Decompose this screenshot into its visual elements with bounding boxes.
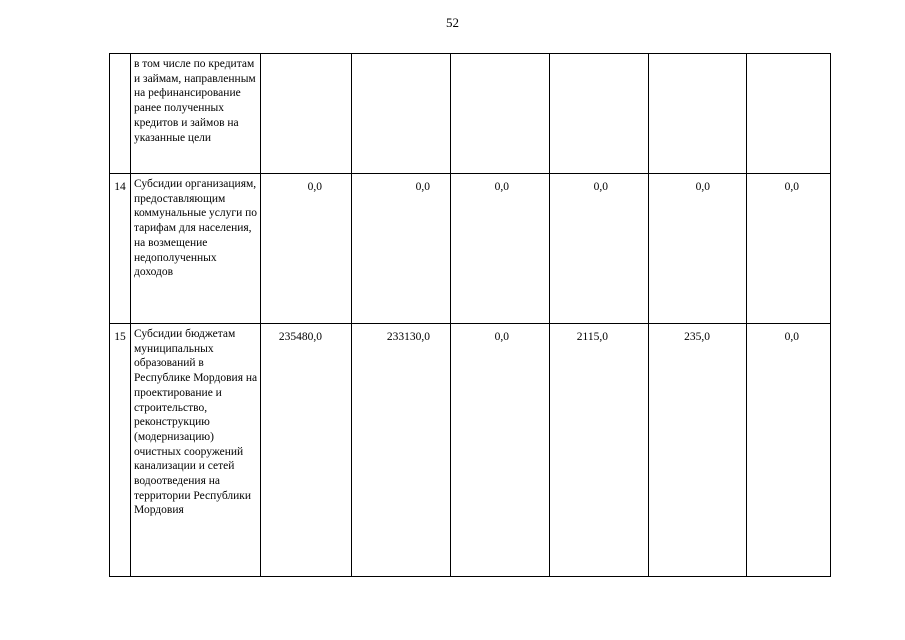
value-text: 0,0 xyxy=(784,181,799,193)
value-cell xyxy=(550,54,649,174)
value-text: 2115,0 xyxy=(576,331,608,343)
value-text: 0,0 xyxy=(695,181,710,193)
value-text: 0,0 xyxy=(494,331,509,343)
value-cell xyxy=(261,174,352,324)
budget-table xyxy=(109,53,831,577)
table-row xyxy=(110,174,831,324)
value-cell xyxy=(261,54,352,174)
table-row xyxy=(110,54,831,174)
value-cell xyxy=(451,324,550,577)
value-cell xyxy=(550,174,649,324)
value-cell xyxy=(352,54,451,174)
row-number: 15 xyxy=(110,324,131,577)
value-cell xyxy=(352,324,451,577)
row-description: Субсидии бюджетам муниципальных образований в Республике Мордовия на проектирование и строительство, реконструкцию (модернизацию) очистных сооружений канализации и сетей водоотведения на территории Республики Мордовия xyxy=(131,324,261,577)
value-cell xyxy=(747,54,831,174)
value-cell xyxy=(747,174,831,324)
value-cell xyxy=(261,324,352,577)
value-text: 0,0 xyxy=(415,181,430,193)
value-cell xyxy=(649,324,747,577)
value-text: 0,0 xyxy=(593,181,608,193)
value-text: 0,0 xyxy=(784,331,799,343)
value-text: 0,0 xyxy=(494,181,509,193)
row-number xyxy=(110,54,131,174)
value-cell xyxy=(451,54,550,174)
value-cell xyxy=(747,324,831,577)
value-cell xyxy=(352,174,451,324)
value-cell xyxy=(451,174,550,324)
value-text: 235,0 xyxy=(684,331,710,343)
value-cell xyxy=(550,324,649,577)
row-number: 14 xyxy=(110,174,131,324)
value-text: 235480,0 xyxy=(278,331,322,343)
row-description: Субсидии организациям, предоставляющим коммунальные услуги по тарифам для населения, на возмещение недополученных доходов xyxy=(131,174,261,324)
value-text: 233130,0 xyxy=(386,331,430,343)
table-row xyxy=(110,324,831,577)
row-description: в том числе по кредитам и займам, направленным на рефинансирование ранее полученных кредитов и займов на указанные цели xyxy=(131,54,261,174)
value-cell xyxy=(649,54,747,174)
value-text: 0,0 xyxy=(307,181,322,193)
value-cell xyxy=(649,174,747,324)
page-number: 52 xyxy=(446,15,459,30)
